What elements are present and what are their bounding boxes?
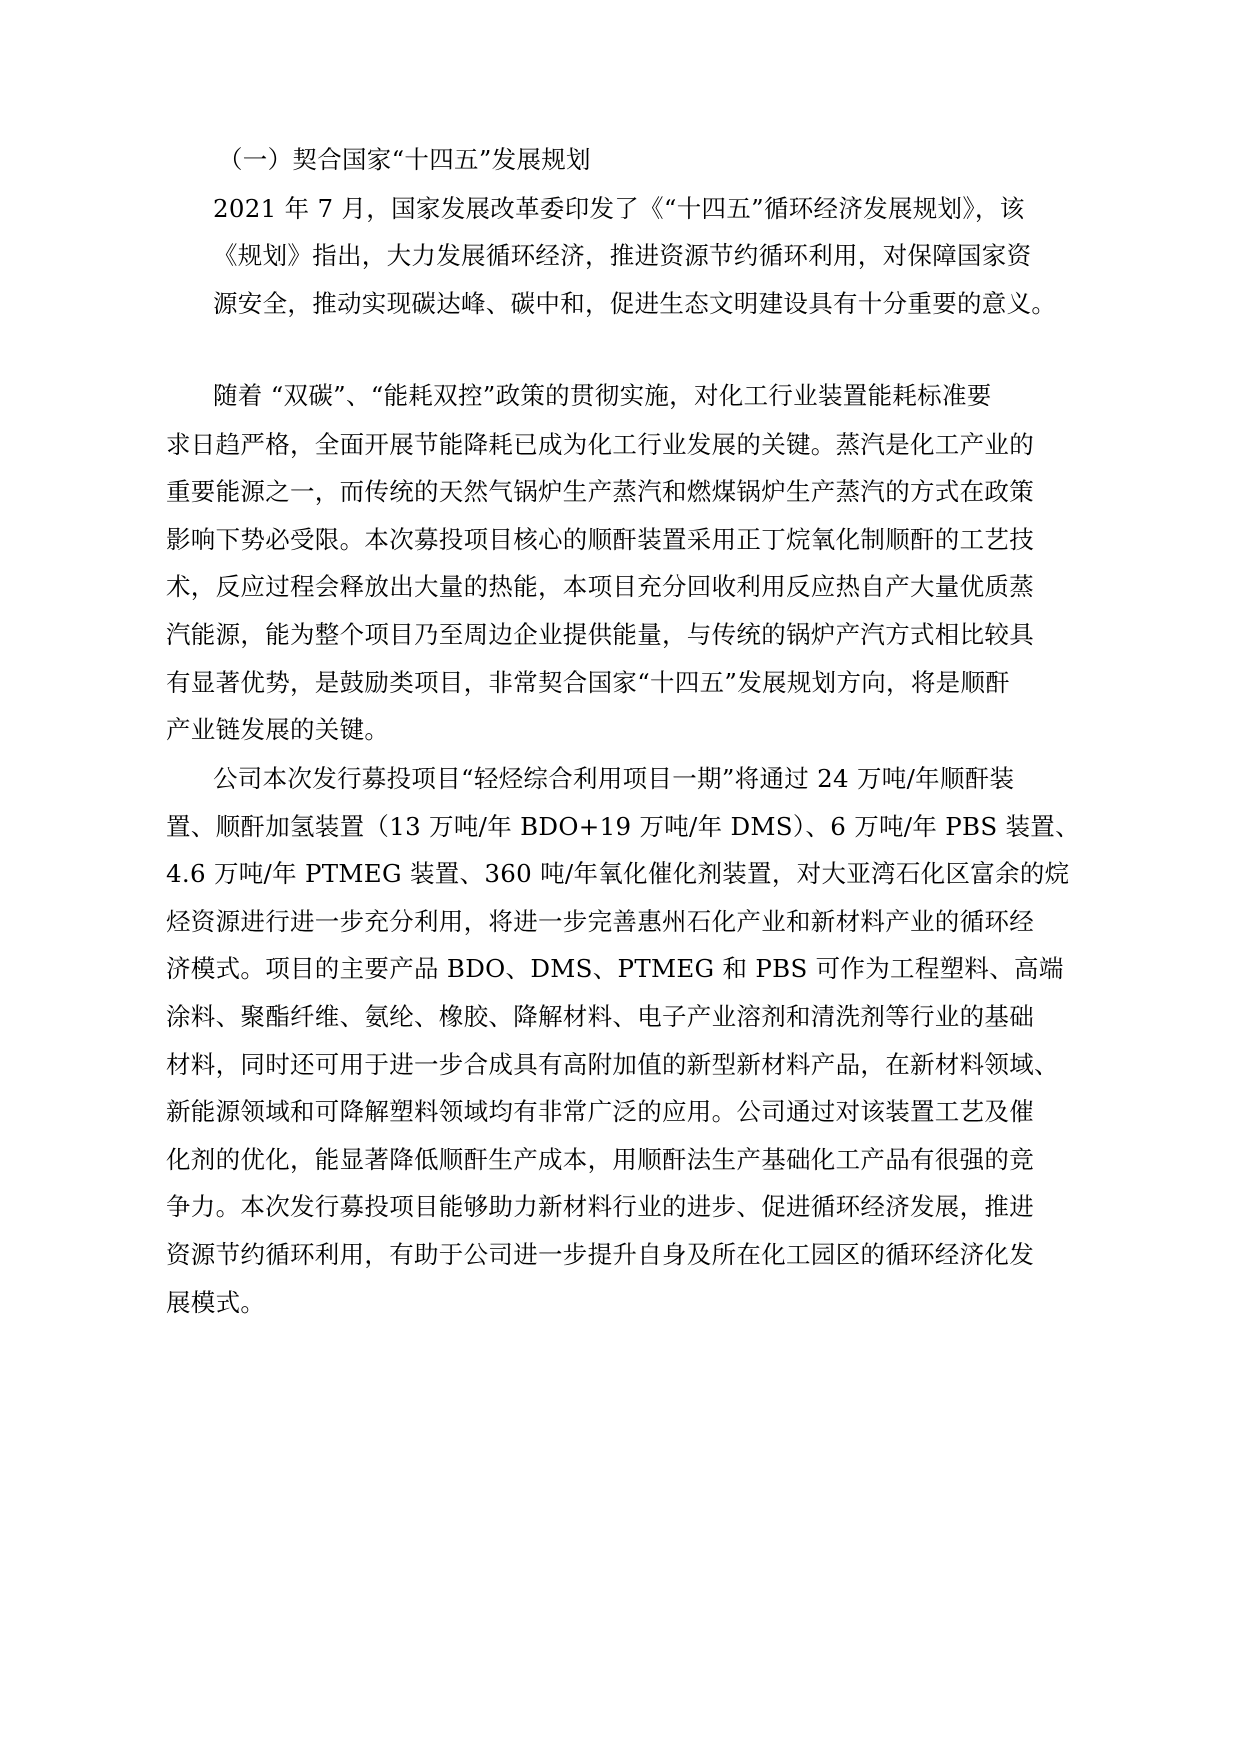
paragraph-1-line: 源安全，推动实现碳达峰、碳中和，促进生态文明建设具有十分重要的意义。 [213, 289, 1057, 318]
paragraph-1-line: 《规划》指出，大力发展循环经济，推进资源节约循环利用，对保障国家资 [213, 241, 1032, 270]
paragraph-3-line: 展模式。 [166, 1288, 266, 1317]
paragraph-3-line: 新能源领域和可降解塑料领域均有非常广泛的应用。公司通过对该装置工艺及催 [166, 1097, 1034, 1126]
paragraph-3-line: 烃资源进行进一步充分利用，将进一步完善惠州石化产业和新材料产业的循环经 [166, 907, 1034, 936]
paragraph-3-line: 济模式。项目的主要产品 BDO、DMS、PTMEG 和 PBS 可作为工程塑料、高端 [166, 954, 1064, 983]
paragraph-3-line: 置、顺酐加氢装置（13 万吨/年 BDO+19 万吨/年 DMS）、6 万吨/年 PBS 装置、 [166, 812, 1080, 841]
paragraph-3-line: 资源节约循环利用，有助于公司进一步提升自身及所在化工园区的循环经济化发 [166, 1240, 1034, 1269]
paragraph-3-line: 化剂的优化，能显著降低顺酐生产成本，用顺酐法生产基础化工产品有很强的竞 [166, 1145, 1034, 1174]
paragraph-3-line: 材料，同时还可用于进一步合成具有高附加值的新型新材料产品，在新材料领域、 [166, 1050, 1059, 1079]
paragraph-2-line: 重要能源之一，而传统的天然气锅炉生产蒸汽和燃煤锅炉生产蒸汽的方式在政策 [166, 477, 1034, 506]
paragraph-2-line: 影响下势必受限。本次募投项目核心的顺酐装置采用正丁烷氧化制顺酐的工艺技 [166, 525, 1034, 554]
paragraph-2-line: 有显著优势，是鼓励类项目，非常契合国家“十四五”发展规划方向，将是顺酐 [166, 668, 1011, 697]
paragraph-2-line: 汽能源，能为整个项目乃至周边企业提供能量，与传统的锅炉产汽方式相比较具 [166, 620, 1034, 649]
paragraph-3-line: 争力。本次发行募投项目能够助力新材料行业的进步、促进循环经济发展，推进 [166, 1192, 1034, 1221]
paragraph-3-line: 4.6 万吨/年 PTMEG 装置、360 吨/年氧化催化剂装置，对大亚湾石化区富余的烷 [166, 859, 1070, 888]
paragraph-2-line: 术，反应过程会释放出大量的热能，本项目充分回收利用反应热自产大量优质蒸 [166, 572, 1034, 601]
section-heading: （一）契合国家“十四五”发展规划 [218, 145, 591, 174]
paragraph-3-line: 公司本次发行募投项目“轻烃综合利用项目一期”将通过 24 万吨/年顺酐装 [213, 764, 1015, 793]
paragraph-3-line: 涂料、聚酯纤维、氨纶、橡胶、降解材料、电子产业溶剂和清洗剂等行业的基础 [166, 1002, 1034, 1031]
paragraph-2-line: 产业链发展的关键。 [166, 715, 390, 744]
paragraph-1-line: 2021 年 7 月，国家发展改革委印发了《“十四五”循环经济发展规划》，该 [213, 194, 1025, 223]
paragraph-2-line: 求日趋严格，全面开展节能降耗已成为化工行业发展的关键。蒸汽是化工产业的 [166, 430, 1034, 459]
paragraph-2-line: 随着 “双碳”、“能耗双控”政策的贯彻实施，对化工行业装置能耗标准要 [213, 381, 992, 410]
